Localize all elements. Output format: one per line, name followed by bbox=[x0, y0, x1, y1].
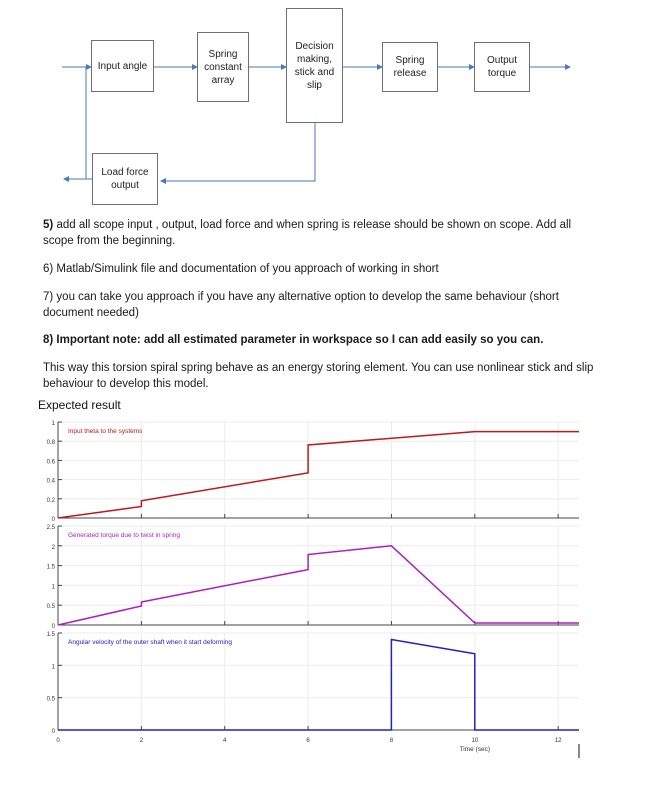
y-tick-label: 0.6 bbox=[46, 459, 55, 466]
y-tick-label: 0.5 bbox=[46, 604, 55, 611]
scope-plots bbox=[37, 414, 595, 760]
block-spring-release: Spring release bbox=[382, 42, 438, 92]
block-decision-making: Decision making, stick and slip bbox=[286, 8, 343, 123]
y-tick-label: 0.5 bbox=[46, 696, 55, 703]
x-tick-label: 8 bbox=[389, 738, 394, 744]
y-tick-label: 1.5 bbox=[46, 632, 55, 638]
y-tick-label: 2 bbox=[51, 544, 55, 551]
item-5-number: 5) bbox=[43, 219, 54, 231]
y-tick-label: 1 bbox=[51, 664, 55, 671]
x-tick-label: 6 bbox=[306, 738, 310, 744]
closing-paragraph: This way this torsion spiral spring behave as an energy storing element. You can use nonlinear stick and slip behaviour to develop this model. bbox=[43, 362, 594, 390]
instruction-item-5 bbox=[43, 217, 603, 249]
y-tick-label: 1 bbox=[51, 421, 55, 427]
y-tick-label: 2.5 bbox=[46, 525, 55, 531]
y-tick-label: 0.2 bbox=[46, 497, 55, 504]
instruction-item-6: 6) Matlab/Simulink file and documentation of you approach of working in short bbox=[43, 263, 439, 275]
block-input-angle: Input angle bbox=[91, 40, 154, 92]
plot-title-3: Angular velocity of the outer shaft when it start deforming bbox=[68, 639, 233, 646]
x-axis-label: Time (sec) bbox=[459, 746, 491, 753]
y-tick-label: 1.5 bbox=[46, 564, 55, 571]
block-output-torque: Output torque bbox=[474, 42, 530, 92]
y-tick-label: 0 bbox=[51, 517, 55, 523]
block-load-force-output: Load force output bbox=[92, 153, 158, 205]
y-tick-label: 0.4 bbox=[46, 478, 55, 485]
y-tick-label: 0 bbox=[51, 624, 55, 630]
x-tick-label: 10 bbox=[471, 738, 479, 744]
instruction-item-7: 7) you can take you approach if you have any alternative option to develop the same behaviour (short document needed) bbox=[43, 291, 559, 319]
x-tick-label: 0 bbox=[56, 738, 60, 744]
plot-area-3 bbox=[58, 633, 579, 730]
item-5-text: add all scope input , output, load force and when spring is release should be shown on scope. Add all scope from the beginning. bbox=[43, 219, 572, 247]
x-tick-label: 4 bbox=[223, 738, 227, 744]
y-tick-label: 0.8 bbox=[46, 440, 55, 447]
plot-title-2: Generated torque due to twist in spring bbox=[68, 532, 181, 539]
plot-area-2 bbox=[58, 526, 579, 625]
y-tick-label: 1 bbox=[51, 584, 55, 591]
x-tick-label: 12 bbox=[554, 738, 562, 744]
expected-result-heading: Expected result bbox=[38, 398, 121, 412]
y-tick-label: 0 bbox=[51, 729, 55, 735]
plot-area-1 bbox=[58, 422, 579, 518]
instruction-item-8: 8) Important note: add all estimated parameter in workspace so I can add easily so you can. bbox=[43, 334, 544, 346]
block-spring-constant-array: Spring constant array bbox=[197, 32, 249, 102]
x-tick-label: 2 bbox=[139, 738, 144, 744]
scope-plot-panel bbox=[37, 414, 595, 760]
plot-title-1: Input theta to the systems bbox=[68, 428, 143, 435]
feedback-decision-to-load bbox=[161, 122, 315, 181]
